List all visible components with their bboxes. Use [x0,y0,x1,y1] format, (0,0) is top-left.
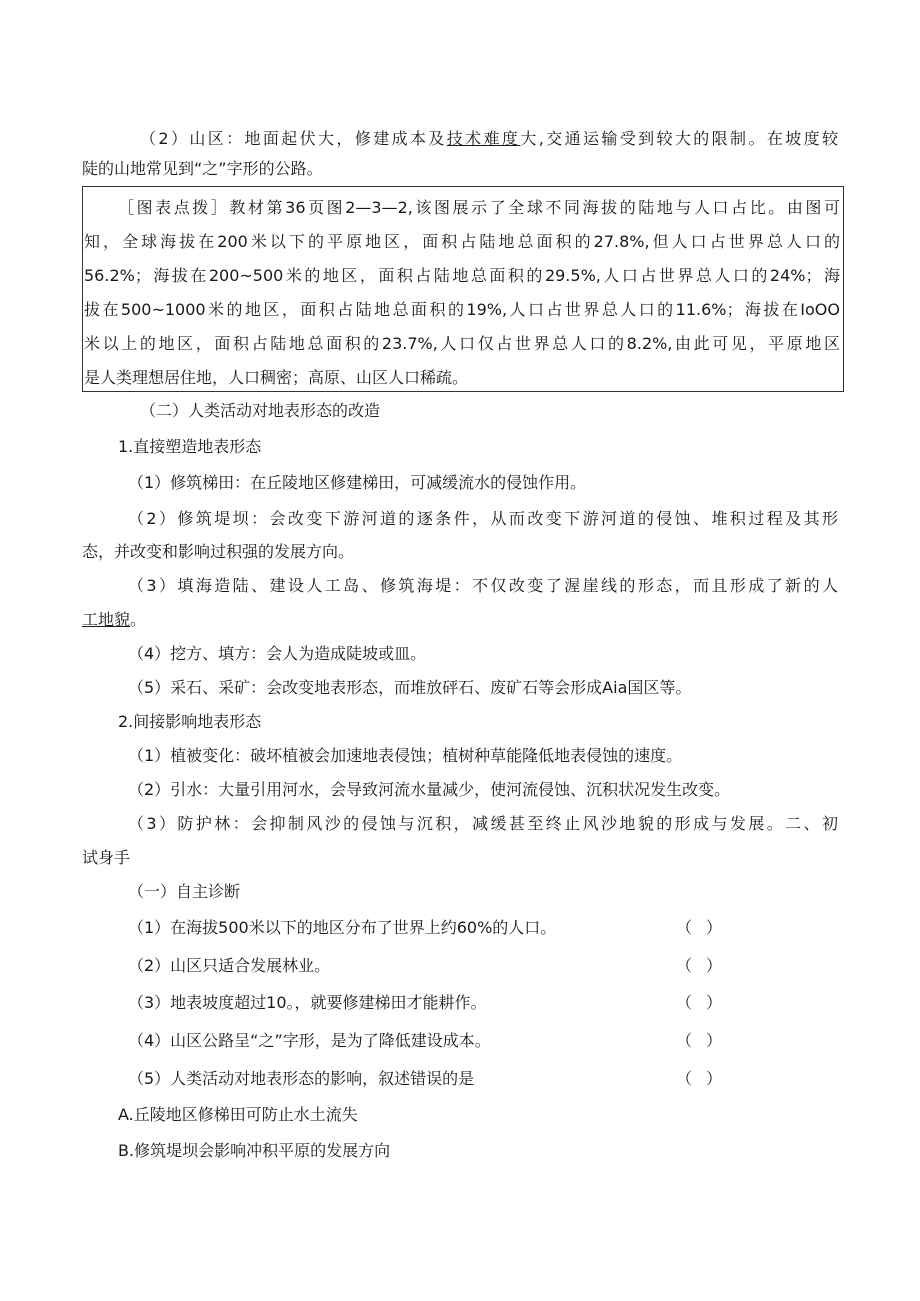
chart-note-line-1: ［图表点拨］教材第36页图2—3—2,该图展示了全球不同海拔的陆地与人口占比。由图可 [118,198,840,217]
chart-note-line-3: 56.2%；海拔在200~500米的地区，面积占陆地总面积的29.5%,人口占世界总人口的24%；海 [84,266,840,285]
answer-bracket-4[interactable] [676,1030,722,1052]
text-span: 大,交通运输受到较大的限制。在坡度较 [520,129,838,148]
text-span: （ [676,993,693,1012]
section-heading: （二）人类活动对地表形态的改造 [140,401,381,420]
text-span: ） [705,1031,722,1050]
chart-note-line-4: 拔在500~1000米的地区，面积占陆地总面积的19%,人口占世界总人口的11.6%；海拔在IoOO [84,300,840,319]
terrace-item: （1）修筑梯田：在丘陵地区修建梯田，可减缓流水的侵蚀作用。 [128,473,587,492]
indirect-heading: 2.间接影响地表形态 [118,712,262,731]
text-span: ） [705,956,722,975]
quarry-item: （5）采石、采矿：会改变地表形态，而堆放砰石、废矿石等会形成Aia国区等。 [128,678,692,697]
option-b[interactable]: B.修筑堤坝会影响冲积平原的发展方向 [118,1141,391,1160]
vegetation-item: （1）植被变化：破坏植被会加速地表侵蚀；植树种草能隆低地表侵蚀的速度。 [128,746,683,765]
quiz-item-5: （5）人类活动对地表形态的影响，叙述错误的是 [128,1069,475,1088]
underlined-term: 技术难度 [446,129,521,148]
dam-item-line-2: 态，并改变和影响过积强的发展方向。 [82,542,355,561]
text-span: ） [705,1069,722,1088]
text-span: （ [676,918,693,937]
answer-bracket-2[interactable] [676,955,722,977]
text-span: （2）山区：地面起伏大，修建成本及 [140,129,447,148]
quiz-item-2: （2）山区只适合发展林业。 [128,956,331,975]
text-span: ） [705,918,722,937]
chart-note-line-6: 是人类理想居住地，人口稠密；高原、山区人口稀疏。 [84,368,469,387]
option-a[interactable]: A.丘陵地区修梯田可防止水土流失 [118,1105,358,1124]
answer-bracket-3[interactable] [676,992,722,1014]
text-span: （ [676,1069,693,1088]
mountain-item-line-1 [140,128,838,150]
reclaim-item-line-1: （3）填海造陆、建设人工岛、修筑海堤：不仅改变了渥崖线的形态，而且形成了新的人 [128,576,838,595]
direct-heading: 1.直接塑造地表形态 [118,437,262,456]
answer-bracket-5[interactable] [676,1068,722,1090]
forest-item-line-1: （3）防护林：会抑制风沙的侵蚀与沉积，减缓甚至终止风沙地貌的形成与发展。二、初 [128,814,838,833]
quiz-item-3: （3）地表坡度超过10。，就要修建梯田才能耕作。 [128,993,487,1012]
dam-item-line-1: （2）修筑堤坝：会改变下游河道的逐条件，从而改变下游河道的侵蚀、堆积过程及其形 [128,509,838,528]
quiz-item-1: （1）在海拔500米以下的地区分布了世界上约60%的人口。 [128,918,557,937]
chart-note-line-5: 米以上的地区，面积占陆地总面积的23.7%,人口仅占世界总人口的8.2%,由此可见，平原地区 [84,334,840,353]
chart-note-line-2: 知，全球海拔在200米以下的平原地区，面积占陆地总面积的27.8%,但人口占世界总人口的 [84,232,840,251]
water-item: （2）引水：大量引用河水，会导致河流水量减少，使河流侵蚀、沉积状况发生改变。 [128,780,731,799]
underlined-term: 工地貌 [82,610,131,629]
quiz-heading: （一）自主诊断 [128,882,241,901]
quiz-item-4: （4）山区公路呈“之”字形，是为了降低建设成本。 [128,1031,491,1050]
text-span: （ [676,1031,693,1050]
text-span: 。 [130,610,147,629]
text-span: ） [705,993,722,1012]
mountain-item-line-2: 陡的山地常见到“之”字形的公路。 [82,159,323,178]
forest-item-line-2: 试身手 [82,848,131,867]
reclaim-item-line-2 [82,609,146,631]
answer-bracket-1[interactable] [676,917,722,939]
dig-item: （4）挖方、填方：会人为造成陡坡或皿。 [128,644,427,663]
text-span: （ [676,956,693,975]
